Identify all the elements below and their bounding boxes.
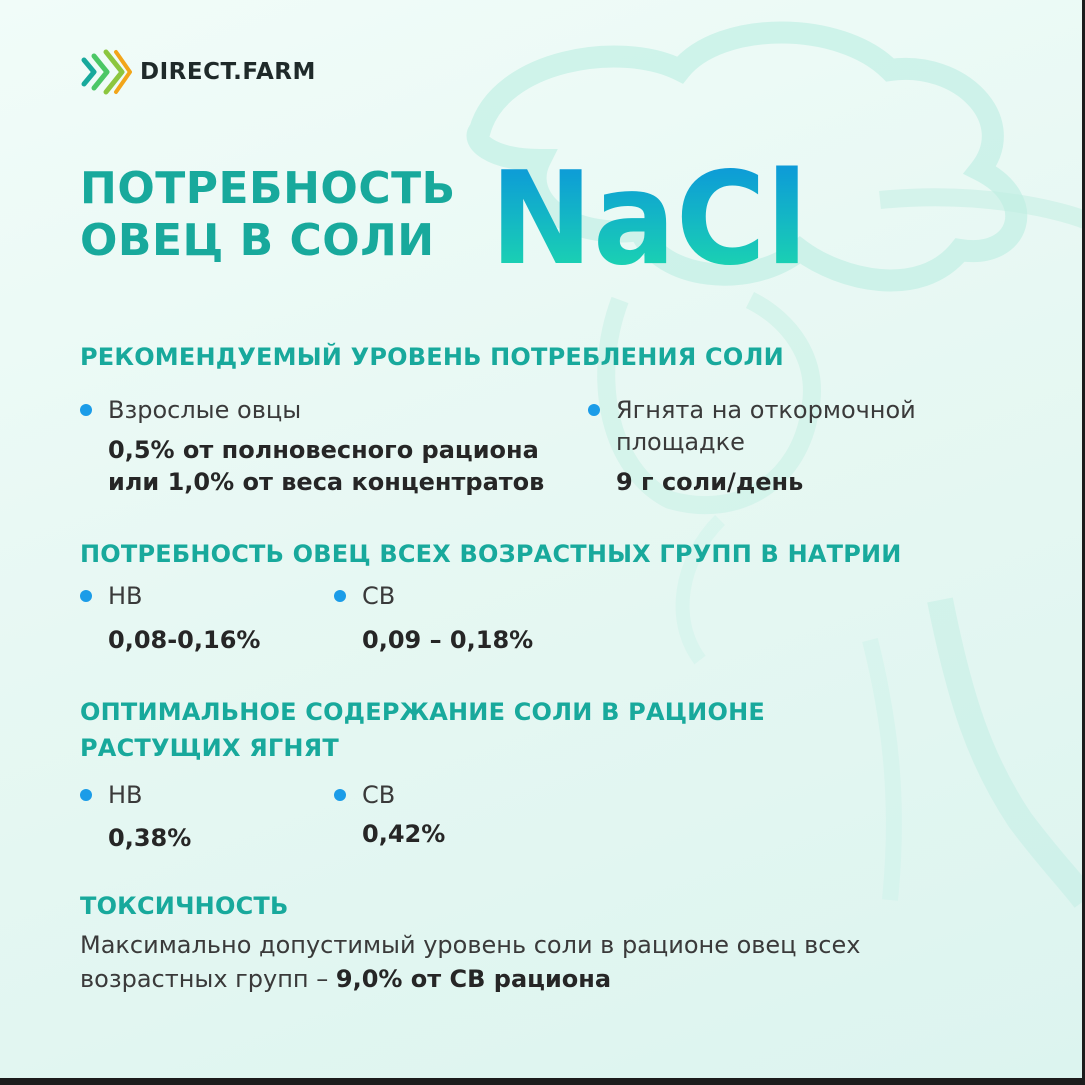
brand-name: DIRECT.FARM <box>140 59 316 85</box>
dot-icon <box>588 404 600 416</box>
dot-icon <box>80 789 92 801</box>
sodium-nv-label: НВ <box>108 582 143 610</box>
formula-nacl <box>490 155 820 275</box>
optimal-nv-label: НВ <box>108 781 143 809</box>
section-title-sodium: ПОТРЕБНОСТЬ ОВЕЦ ВСЕХ ВОЗРАСТНЫХ ГРУПП В НАТРИИ <box>80 540 902 568</box>
optimal-sv-value: 0,42% <box>362 820 446 848</box>
section-title-optimal <box>80 694 765 766</box>
toxicity-text-bold: 9,0% от СВ рациона <box>335 965 612 993</box>
lambs-value: 9 г соли/день <box>616 468 804 496</box>
toxicity-text-regular: Максимально допустимый уровень соли в рационе овец всех возрастных групп – <box>80 931 861 993</box>
list-item-optimal-sv <box>334 779 395 811</box>
dot-icon <box>80 590 92 602</box>
list-item-sodium-nv <box>80 580 143 612</box>
adult-sheep-value-line-2: или 1,0% от веса концентратов <box>108 468 545 496</box>
title-line-2: ОВЕЦ В СОЛИ <box>80 215 435 266</box>
formula-text: NaCl <box>490 155 808 275</box>
lambs-label-line-1: Ягнята на откормочной <box>616 396 916 424</box>
dot-icon <box>80 404 92 416</box>
chevron-arrows-icon <box>80 47 132 97</box>
dot-icon <box>334 789 346 801</box>
title-line-1: ПОТРЕБНОСТЬ <box>80 163 456 214</box>
lambs-label-line-2: площадке <box>616 428 745 456</box>
optimal-nv-value: 0,38% <box>108 824 192 852</box>
optimal-sv-label: СВ <box>362 781 396 809</box>
toxicity-text <box>80 928 960 996</box>
optimal-title-line-1: ОПТИМАЛЬНОЕ СОДЕРЖАНИЕ СОЛИ В РАЦИОНЕ <box>80 698 765 726</box>
adult-sheep-value-line-1: 0,5% от полновесного рациона <box>108 436 539 464</box>
list-item-lambs-feedlot <box>588 394 916 458</box>
optimal-title-line-2: РАСТУЩИХ ЯГНЯТ <box>80 734 339 762</box>
adult-sheep-label: Взрослые овцы <box>108 396 302 424</box>
list-item-adult-sheep <box>80 394 301 426</box>
list-item-sodium-sv <box>334 580 395 612</box>
section-title-toxicity: ТОКСИЧНОСТЬ <box>80 892 289 920</box>
brand-logo <box>80 47 316 97</box>
page-title <box>80 163 456 267</box>
list-item-optimal-nv <box>80 779 143 811</box>
sodium-sv-label: СВ <box>362 582 396 610</box>
sodium-nv-value: 0,08-0,16% <box>108 626 261 654</box>
sodium-sv-value: 0,09 – 0,18% <box>362 626 534 654</box>
dot-icon <box>334 590 346 602</box>
section-title-recommended: РЕКОМЕНДУЕМЫЙ УРОВЕНЬ ПОТРЕБЛЕНИЯ СОЛИ <box>80 343 784 371</box>
